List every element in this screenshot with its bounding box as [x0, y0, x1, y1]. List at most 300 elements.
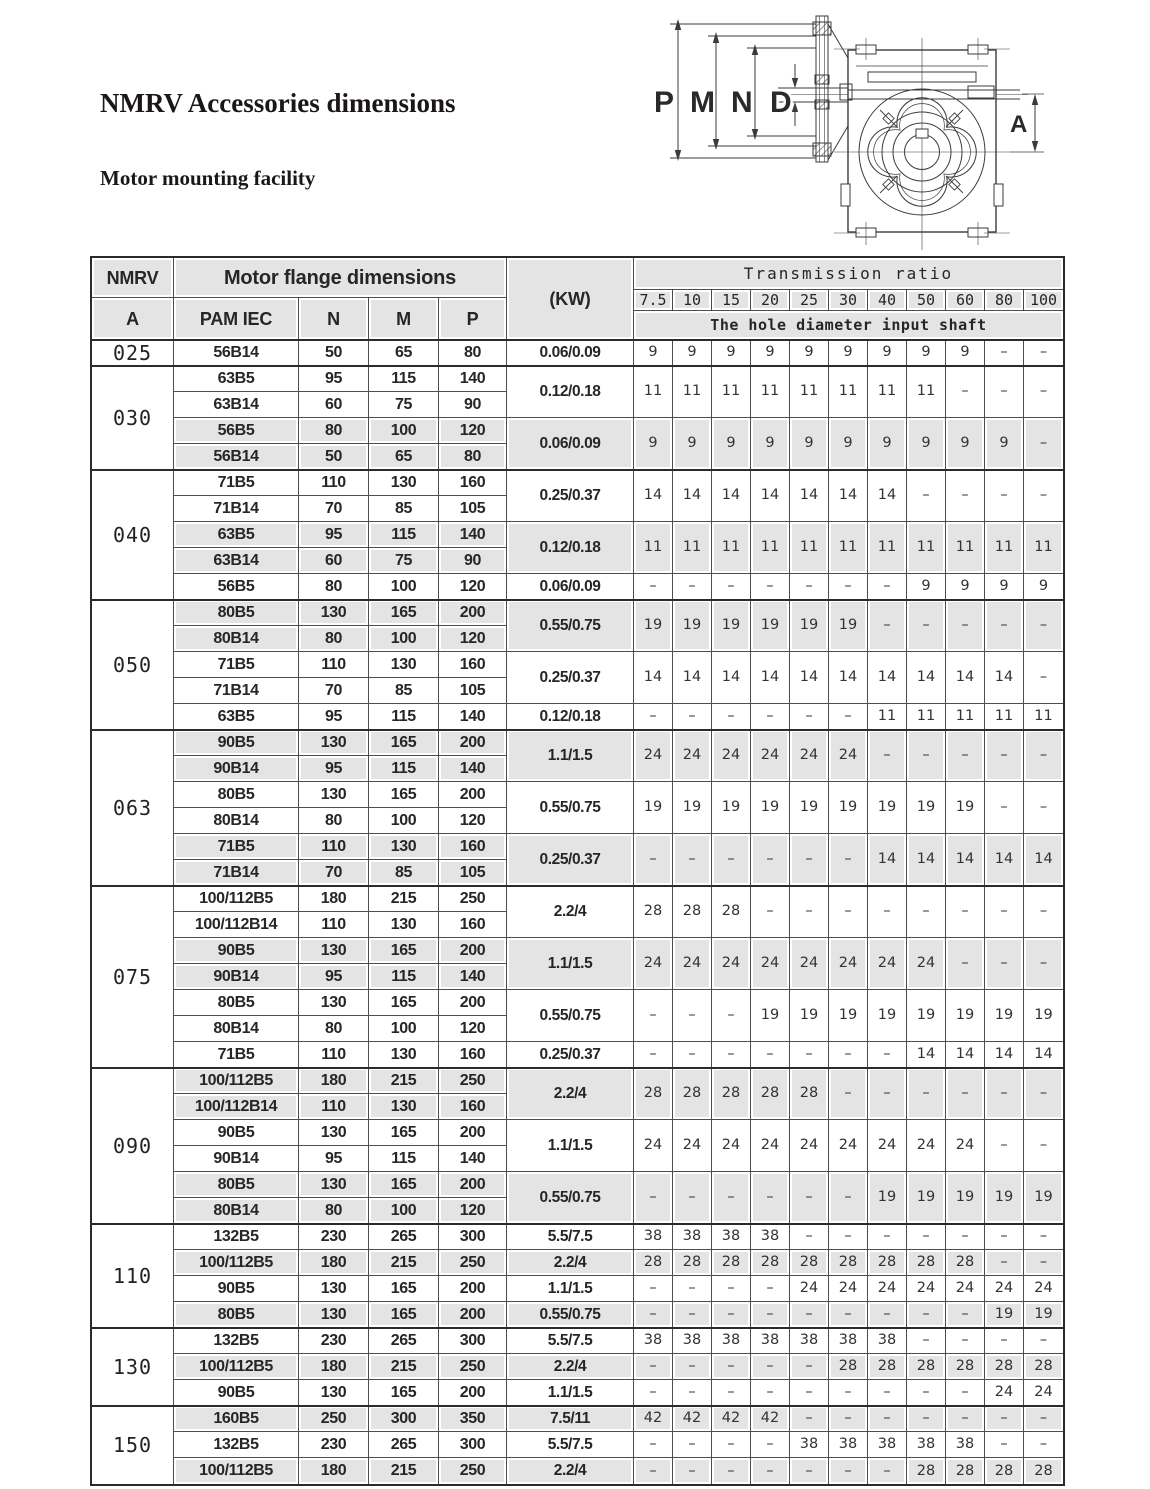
- p-cell: 120: [439, 808, 507, 834]
- p-cell: 160: [439, 652, 507, 678]
- hole-diameter-cell: 11: [985, 522, 1024, 574]
- hole-diameter-cell: –: [985, 730, 1024, 782]
- hole-diameter-cell: –: [634, 1276, 673, 1302]
- n-cell: 230: [299, 1432, 369, 1458]
- hole-diameter-cell: 24: [790, 1276, 829, 1302]
- n-cell: 130: [299, 730, 369, 756]
- hole-diameter-cell: –: [868, 730, 907, 782]
- p-cell: 160: [439, 470, 507, 496]
- p-cell: 200: [439, 1380, 507, 1406]
- hole-diameter-cell: 24: [1024, 1380, 1063, 1406]
- hole-diameter-cell: –: [868, 1068, 907, 1120]
- kw-cell: 1.1/1.5: [507, 938, 634, 990]
- hole-diameter-cell: –: [829, 1068, 868, 1120]
- hole-diameter-cell: 28: [946, 1250, 985, 1276]
- hole-diameter-cell: –: [634, 1302, 673, 1328]
- hole-diameter-cell: 28: [868, 1250, 907, 1276]
- hole-diameter-cell: 19: [712, 600, 751, 652]
- m-cell: 215: [369, 1354, 439, 1380]
- n-cell: 80: [299, 808, 369, 834]
- p-cell: 120: [439, 1198, 507, 1224]
- p-cell: 350: [439, 1406, 507, 1432]
- hole-diameter-cell: 24: [790, 938, 829, 990]
- hole-diameter-cell: –: [868, 886, 907, 938]
- n-cell: 95: [299, 366, 369, 392]
- group-separator-line: [92, 599, 1063, 601]
- pam-iec-cell: 80B14: [174, 808, 299, 834]
- hole-diameter-cell: 11: [673, 366, 712, 418]
- m-cell: 115: [369, 1146, 439, 1172]
- ratio-value-cell: 7.5: [634, 290, 673, 311]
- kw-cell: 0.55/0.75: [507, 1172, 634, 1224]
- pam-iec-cell: 160B5: [174, 1406, 299, 1432]
- p-cell: 300: [439, 1432, 507, 1458]
- hole-diameter-cell: 14: [790, 652, 829, 704]
- hole-diameter-cell: 19: [985, 1302, 1024, 1328]
- pam-iec-cell: 80B5: [174, 1302, 299, 1328]
- hole-diameter-cell: –: [751, 1432, 790, 1458]
- hole-diameter-cell: 19: [829, 990, 868, 1042]
- hole-diameter-cell: –: [946, 1302, 985, 1328]
- hole-diameter-cell: 24: [946, 1276, 985, 1302]
- hole-diameter-cell: 38: [673, 1224, 712, 1250]
- n-cell: 80: [299, 418, 369, 444]
- pam-iec-cell: 63B14: [174, 392, 299, 418]
- n-cell: 130: [299, 938, 369, 964]
- hole-diameter-cell: –: [829, 1302, 868, 1328]
- hole-diameter-cell: –: [985, 1120, 1024, 1172]
- p-cell: 140: [439, 756, 507, 782]
- n-cell: 130: [299, 1172, 369, 1198]
- hole-diameter-cell: –: [712, 1172, 751, 1224]
- p-cell: 140: [439, 1146, 507, 1172]
- header-nmrv: NMRV: [92, 258, 174, 298]
- hole-diameter-cell: –: [790, 1302, 829, 1328]
- hole-diameter-cell: 24: [907, 1276, 946, 1302]
- kw-cell: 2.2/4: [507, 1458, 634, 1484]
- kw-cell: 2.2/4: [507, 1068, 634, 1120]
- pam-iec-cell: 90B5: [174, 1276, 299, 1302]
- hole-diameter-cell: 24: [829, 938, 868, 990]
- n-cell: 110: [299, 1094, 369, 1120]
- m-cell: 100: [369, 418, 439, 444]
- p-cell: 200: [439, 730, 507, 756]
- hole-diameter-cell: –: [868, 1458, 907, 1484]
- m-cell: 115: [369, 704, 439, 730]
- hole-diameter-cell: 9: [790, 418, 829, 470]
- hole-diameter-cell: –: [907, 1068, 946, 1120]
- n-cell: 130: [299, 990, 369, 1016]
- hole-diameter-cell: –: [907, 886, 946, 938]
- n-cell: 95: [299, 522, 369, 548]
- hole-diameter-cell: 14: [946, 1042, 985, 1068]
- hole-diameter-cell: 24: [829, 730, 868, 782]
- hole-diameter-cell: 28: [673, 886, 712, 938]
- hole-diameter-cell: –: [790, 1172, 829, 1224]
- pam-iec-cell: 132B5: [174, 1432, 299, 1458]
- hole-diameter-cell: 11: [673, 522, 712, 574]
- hole-diameter-cell: –: [946, 470, 985, 522]
- p-cell: 140: [439, 366, 507, 392]
- hole-diameter-cell: –: [985, 470, 1024, 522]
- hole-diameter-cell: –: [634, 834, 673, 886]
- nmrv-group-label: 075: [92, 886, 174, 1068]
- hole-diameter-cell: –: [790, 1406, 829, 1432]
- hole-diameter-cell: –: [1024, 1120, 1063, 1172]
- n-cell: 130: [299, 600, 369, 626]
- hole-diameter-cell: 14: [829, 652, 868, 704]
- pam-iec-cell: 63B5: [174, 704, 299, 730]
- p-cell: 90: [439, 548, 507, 574]
- header-n: N: [299, 298, 369, 340]
- group-separator-line: [92, 365, 1063, 367]
- hole-diameter-cell: 9: [907, 340, 946, 366]
- hole-diameter-cell: –: [1024, 470, 1063, 522]
- hole-diameter-cell: –: [985, 938, 1024, 990]
- pam-iec-cell: 90B14: [174, 756, 299, 782]
- hole-diameter-cell: 19: [907, 990, 946, 1042]
- p-cell: 120: [439, 626, 507, 652]
- hole-diameter-cell: 9: [829, 340, 868, 366]
- hole-diameter-cell: –: [673, 990, 712, 1042]
- kw-cell: 0.12/0.18: [507, 704, 634, 730]
- hole-diameter-cell: –: [1024, 600, 1063, 652]
- hole-diameter-cell: 38: [634, 1224, 673, 1250]
- hole-diameter-cell: –: [985, 1432, 1024, 1458]
- n-cell: 70: [299, 496, 369, 522]
- kw-cell: 0.25/0.37: [507, 1042, 634, 1068]
- hole-diameter-cell: 11: [712, 522, 751, 574]
- n-cell: 80: [299, 1016, 369, 1042]
- hole-diameter-cell: 19: [634, 782, 673, 834]
- hole-diameter-cell: 14: [868, 652, 907, 704]
- hole-diameter-cell: 19: [985, 990, 1024, 1042]
- header-m: M: [369, 298, 439, 340]
- pam-iec-cell: 100/112B5: [174, 886, 299, 912]
- hole-diameter-cell: 11: [829, 522, 868, 574]
- hole-diameter-cell: –: [985, 886, 1024, 938]
- hole-diameter-cell: –: [985, 1250, 1024, 1276]
- hole-diameter-cell: 42: [634, 1406, 673, 1432]
- m-cell: 165: [369, 600, 439, 626]
- n-cell: 180: [299, 1458, 369, 1484]
- n-cell: 230: [299, 1224, 369, 1250]
- nmrv-group-label: 063: [92, 730, 174, 886]
- nmrv-group-label: 130: [92, 1328, 174, 1406]
- group-separator-line: [92, 1327, 1063, 1329]
- m-cell: 130: [369, 1094, 439, 1120]
- hole-diameter-cell: 19: [673, 782, 712, 834]
- hole-diameter-cell: –: [829, 1042, 868, 1068]
- m-cell: 165: [369, 938, 439, 964]
- hole-diameter-cell: 24: [985, 1276, 1024, 1302]
- hole-diameter-cell: 38: [790, 1328, 829, 1354]
- hole-diameter-cell: 42: [673, 1406, 712, 1432]
- m-cell: 130: [369, 470, 439, 496]
- hole-diameter-cell: 28: [829, 1250, 868, 1276]
- hole-diameter-cell: 19: [790, 600, 829, 652]
- m-cell: 165: [369, 1380, 439, 1406]
- n-cell: 95: [299, 756, 369, 782]
- n-cell: 60: [299, 392, 369, 418]
- hole-diameter-cell: –: [1024, 652, 1063, 704]
- hole-diameter-cell: –: [946, 1406, 985, 1432]
- group-separator-line: [92, 469, 1063, 471]
- hole-diameter-cell: –: [751, 1354, 790, 1380]
- hole-diameter-cell: 28: [634, 886, 673, 938]
- hole-diameter-cell: 14: [712, 652, 751, 704]
- hole-diameter-cell: 24: [868, 1120, 907, 1172]
- pam-iec-cell: 100/112B5: [174, 1458, 299, 1484]
- n-cell: 50: [299, 340, 369, 366]
- hole-diameter-cell: –: [712, 1302, 751, 1328]
- p-cell: 120: [439, 1016, 507, 1042]
- p-cell: 140: [439, 964, 507, 990]
- pam-iec-cell: 56B5: [174, 418, 299, 444]
- hole-diameter-cell: –: [829, 1406, 868, 1432]
- hole-diameter-cell: –: [673, 1354, 712, 1380]
- n-cell: 110: [299, 470, 369, 496]
- nmrv-group-label: 090: [92, 1068, 174, 1224]
- p-cell: 300: [439, 1224, 507, 1250]
- ratio-value-cell: 20: [751, 290, 790, 311]
- hole-diameter-cell: –: [634, 990, 673, 1042]
- hole-diameter-cell: 19: [751, 782, 790, 834]
- hole-diameter-cell: 11: [868, 366, 907, 418]
- pam-iec-cell: 90B14: [174, 964, 299, 990]
- hole-diameter-cell: 38: [868, 1432, 907, 1458]
- hole-diameter-cell: –: [712, 1380, 751, 1406]
- n-cell: 110: [299, 652, 369, 678]
- hole-diameter-cell: 24: [712, 1120, 751, 1172]
- hole-diameter-cell: 14: [712, 470, 751, 522]
- p-cell: 160: [439, 1042, 507, 1068]
- hole-diameter-cell: 38: [712, 1328, 751, 1354]
- m-cell: 215: [369, 1458, 439, 1484]
- kw-cell: 0.55/0.75: [507, 1302, 634, 1328]
- p-cell: 200: [439, 1120, 507, 1146]
- m-cell: 300: [369, 1406, 439, 1432]
- pam-iec-cell: 100/112B5: [174, 1250, 299, 1276]
- pam-iec-cell: 90B5: [174, 1120, 299, 1146]
- hole-diameter-cell: 14: [673, 652, 712, 704]
- m-cell: 115: [369, 964, 439, 990]
- hole-diameter-cell: –: [829, 1380, 868, 1406]
- hole-diameter-cell: –: [634, 1458, 673, 1484]
- ratio-value-cell: 100: [1024, 290, 1063, 311]
- hole-diameter-cell: –: [985, 1406, 1024, 1432]
- nmrv-group-label: 050: [92, 600, 174, 730]
- p-cell: 200: [439, 600, 507, 626]
- p-cell: 160: [439, 834, 507, 860]
- m-cell: 265: [369, 1328, 439, 1354]
- hole-diameter-cell: 19: [634, 600, 673, 652]
- hole-diameter-cell: 11: [634, 522, 673, 574]
- hole-diameter-cell: 19: [673, 600, 712, 652]
- m-cell: 65: [369, 444, 439, 470]
- hole-diameter-cell: –: [829, 886, 868, 938]
- hole-diameter-cell: 14: [790, 470, 829, 522]
- hole-diameter-cell: –: [712, 1432, 751, 1458]
- hole-diameter-cell: –: [829, 1458, 868, 1484]
- kw-cell: 0.55/0.75: [507, 782, 634, 834]
- hole-diameter-cell: 14: [868, 470, 907, 522]
- hole-diameter-cell: –: [790, 1458, 829, 1484]
- n-cell: 110: [299, 912, 369, 938]
- hole-diameter-cell: 28: [907, 1354, 946, 1380]
- kw-cell: 7.5/11: [507, 1406, 634, 1432]
- hole-diameter-cell: –: [1024, 1406, 1063, 1432]
- hole-diameter-cell: 14: [634, 652, 673, 704]
- m-cell: 165: [369, 1302, 439, 1328]
- hole-diameter-cell: –: [829, 574, 868, 600]
- n-cell: 95: [299, 1146, 369, 1172]
- hole-diameter-cell: 11: [907, 522, 946, 574]
- hole-diameter-cell: –: [868, 1042, 907, 1068]
- m-cell: 100: [369, 1016, 439, 1042]
- hole-diameter-cell: 28: [985, 1354, 1024, 1380]
- hole-diameter-cell: 38: [868, 1328, 907, 1354]
- n-cell: 230: [299, 1328, 369, 1354]
- hole-diameter-cell: 9: [985, 574, 1024, 600]
- m-cell: 265: [369, 1432, 439, 1458]
- hole-diameter-cell: 9: [985, 418, 1024, 470]
- pam-iec-cell: 71B5: [174, 834, 299, 860]
- hole-diameter-cell: –: [751, 704, 790, 730]
- hole-diameter-cell: 9: [868, 418, 907, 470]
- pam-iec-cell: 63B5: [174, 522, 299, 548]
- hole-diameter-cell: –: [907, 1406, 946, 1432]
- hole-diameter-cell: 24: [751, 938, 790, 990]
- hole-diameter-cell: 11: [751, 522, 790, 574]
- hole-diameter-cell: –: [985, 1068, 1024, 1120]
- header-kw: (KW): [507, 258, 634, 340]
- hole-diameter-cell: 11: [1024, 704, 1063, 730]
- kw-cell: 0.25/0.37: [507, 652, 634, 704]
- group-separator-line: [92, 1405, 1063, 1407]
- hole-diameter-cell: 9: [673, 418, 712, 470]
- hole-diameter-cell: 24: [907, 938, 946, 990]
- n-cell: 80: [299, 1198, 369, 1224]
- hole-diameter-cell: –: [751, 1276, 790, 1302]
- ratio-value-cell: 15: [712, 290, 751, 311]
- pam-iec-cell: 100/112B14: [174, 912, 299, 938]
- hole-diameter-cell: 28: [634, 1250, 673, 1276]
- p-cell: 200: [439, 938, 507, 964]
- p-cell: 90: [439, 392, 507, 418]
- hole-diameter-cell: 11: [946, 522, 985, 574]
- hole-diameter-cell: –: [907, 1328, 946, 1354]
- hole-diameter-cell: 14: [907, 652, 946, 704]
- hole-diameter-cell: –: [790, 1354, 829, 1380]
- hole-diameter-cell: –: [790, 1380, 829, 1406]
- hole-diameter-cell: –: [790, 834, 829, 886]
- hole-diameter-cell: –: [790, 704, 829, 730]
- p-cell: 250: [439, 1068, 507, 1094]
- ratio-value-cell: 40: [868, 290, 907, 311]
- hole-diameter-cell: 14: [907, 834, 946, 886]
- hole-diameter-cell: –: [751, 1302, 790, 1328]
- p-cell: 300: [439, 1328, 507, 1354]
- hole-diameter-cell: –: [985, 1224, 1024, 1250]
- hole-diameter-cell: –: [868, 1406, 907, 1432]
- hole-diameter-cell: –: [673, 1432, 712, 1458]
- hole-diameter-cell: 24: [673, 730, 712, 782]
- hole-diameter-cell: –: [673, 834, 712, 886]
- hole-diameter-cell: –: [1024, 340, 1063, 366]
- kw-cell: 5.5/7.5: [507, 1328, 634, 1354]
- p-cell: 105: [439, 496, 507, 522]
- hole-diameter-cell: 24: [634, 730, 673, 782]
- hole-diameter-cell: –: [907, 1224, 946, 1250]
- hole-diameter-cell: 9: [790, 340, 829, 366]
- kw-cell: 2.2/4: [507, 1250, 634, 1276]
- pam-iec-cell: 71B5: [174, 1042, 299, 1068]
- hole-diameter-cell: 9: [751, 340, 790, 366]
- hole-diameter-cell: –: [946, 886, 985, 938]
- hole-diameter-cell: –: [790, 574, 829, 600]
- m-cell: 215: [369, 886, 439, 912]
- hole-diameter-cell: –: [634, 1432, 673, 1458]
- hole-diameter-cell: 28: [790, 1068, 829, 1120]
- hole-diameter-cell: 38: [751, 1224, 790, 1250]
- hole-diameter-cell: –: [712, 1042, 751, 1068]
- p-cell: 160: [439, 912, 507, 938]
- n-cell: 70: [299, 860, 369, 886]
- hole-diameter-cell: 24: [712, 938, 751, 990]
- pam-iec-cell: 132B5: [174, 1224, 299, 1250]
- hole-diameter-cell: 19: [946, 990, 985, 1042]
- pam-iec-cell: 80B5: [174, 1172, 299, 1198]
- hole-diameter-cell: –: [907, 730, 946, 782]
- m-cell: 165: [369, 990, 439, 1016]
- hole-diameter-cell: –: [712, 990, 751, 1042]
- hole-diameter-cell: 38: [829, 1328, 868, 1354]
- hole-diameter-cell: –: [790, 886, 829, 938]
- pam-iec-cell: 100/112B14: [174, 1094, 299, 1120]
- hole-diameter-cell: 9: [712, 418, 751, 470]
- hole-diameter-cell: 11: [751, 366, 790, 418]
- hole-diameter-cell: 9: [634, 340, 673, 366]
- pam-iec-cell: 71B14: [174, 678, 299, 704]
- pam-iec-cell: 132B5: [174, 1328, 299, 1354]
- group-separator-line: [92, 1067, 1063, 1069]
- hole-diameter-cell: –: [907, 1302, 946, 1328]
- p-cell: 200: [439, 990, 507, 1016]
- n-cell: 70: [299, 678, 369, 704]
- hole-diameter-cell: –: [673, 1302, 712, 1328]
- hole-diameter-cell: –: [868, 574, 907, 600]
- m-cell: 100: [369, 1198, 439, 1224]
- kw-cell: 0.06/0.09: [507, 418, 634, 470]
- hole-diameter-cell: –: [946, 938, 985, 990]
- kw-cell: 5.5/7.5: [507, 1224, 634, 1250]
- spec-table: [90, 256, 1065, 1486]
- pam-iec-cell: 56B14: [174, 340, 299, 366]
- hole-diameter-cell: 19: [829, 782, 868, 834]
- hole-diameter-cell: –: [751, 834, 790, 886]
- pam-iec-cell: 80B14: [174, 1016, 299, 1042]
- hole-diameter-cell: 9: [946, 340, 985, 366]
- kw-cell: 0.12/0.18: [507, 366, 634, 418]
- hole-diameter-cell: –: [829, 704, 868, 730]
- hole-diameter-cell: 24: [751, 1120, 790, 1172]
- hole-diameter-cell: –: [751, 1458, 790, 1484]
- kw-cell: 0.06/0.09: [507, 574, 634, 600]
- hole-diameter-cell: 9: [829, 418, 868, 470]
- hole-diameter-cell: –: [907, 600, 946, 652]
- p-cell: 105: [439, 678, 507, 704]
